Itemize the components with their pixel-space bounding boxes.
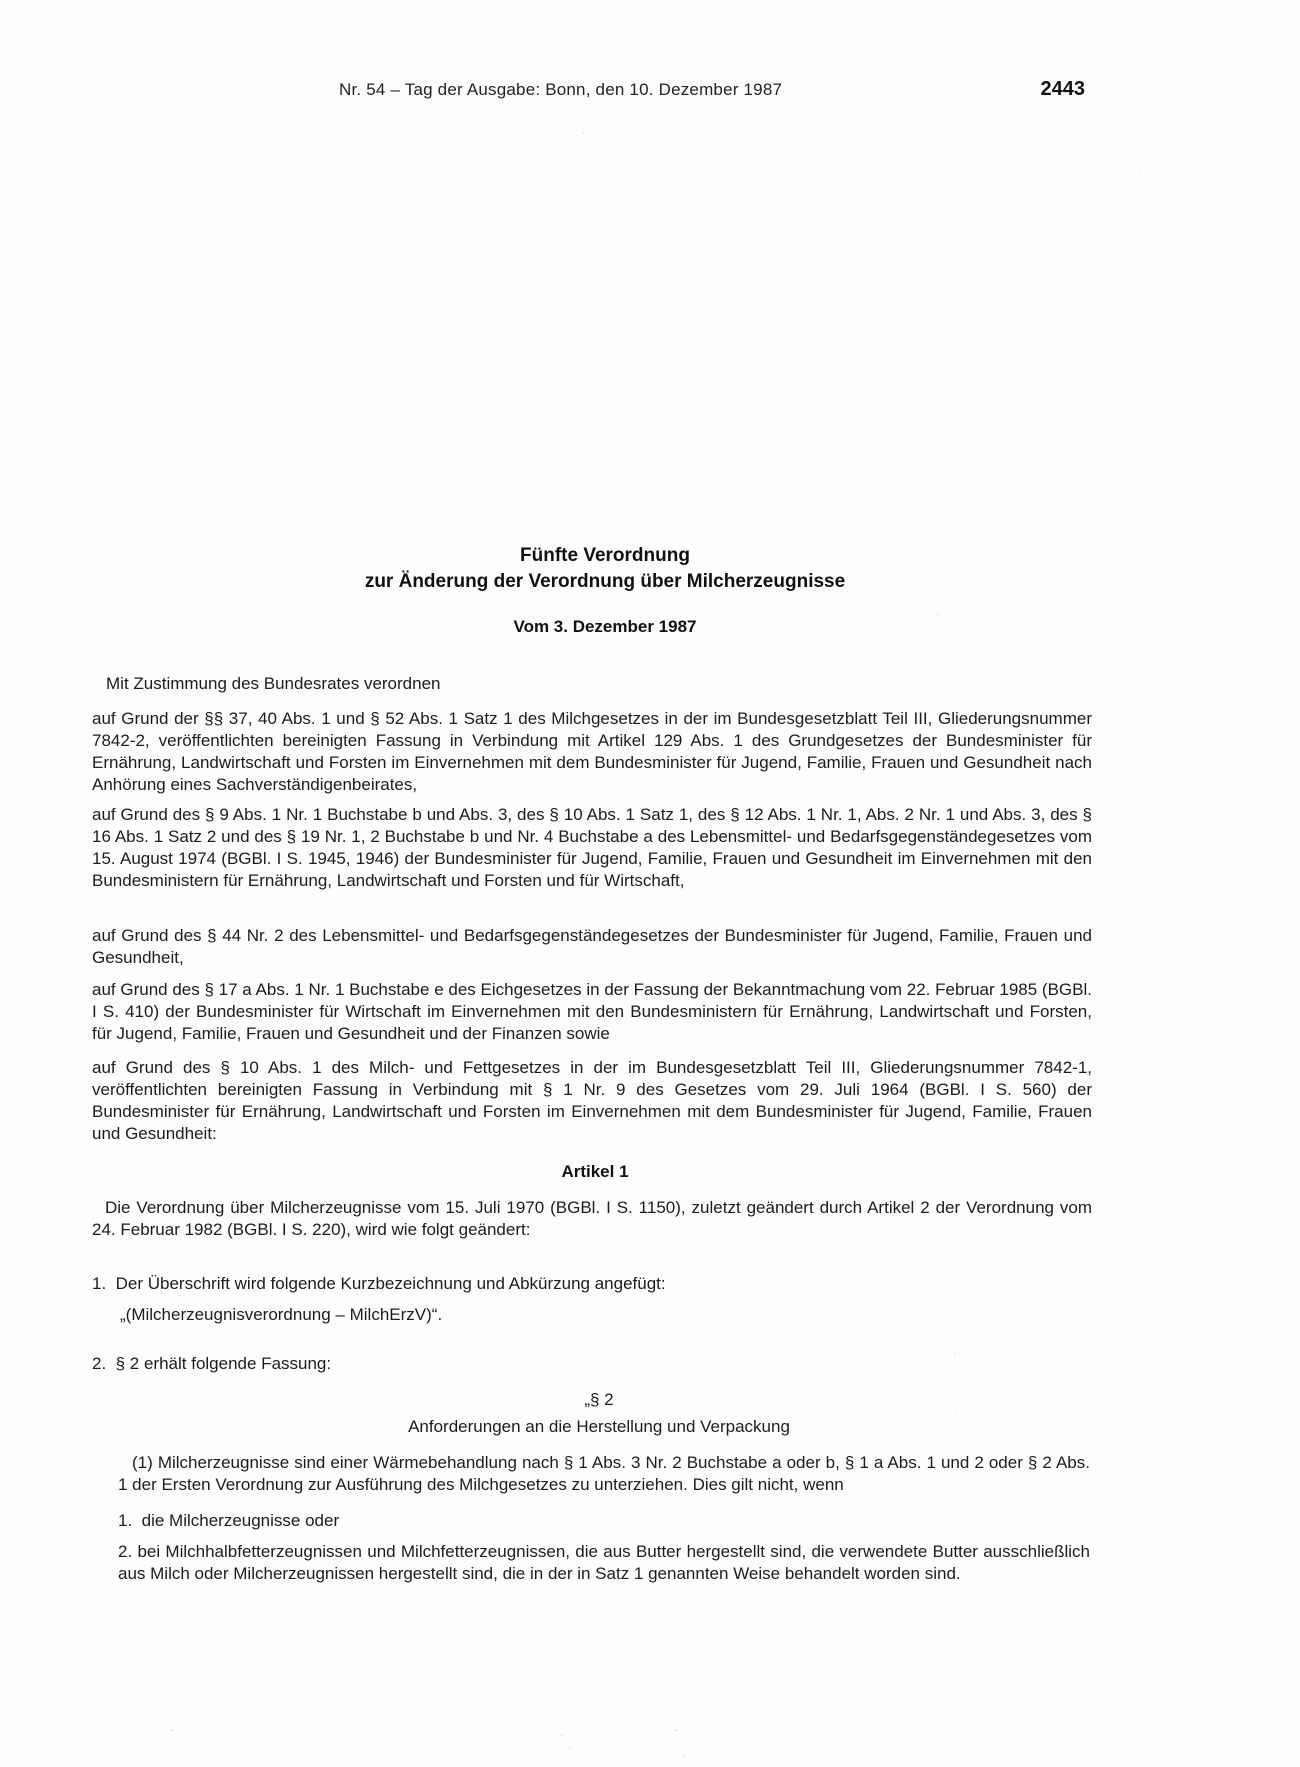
- title-block: [280, 543, 930, 637]
- amendment-item-1: 1. Der Überschrift wird folgende Kurzbezeichnung und Abkürzung angefügt:: [92, 1274, 666, 1293]
- amendment-item-1-quote: „(Milcherzeugnisverordnung – MilchErzV)“.: [120, 1305, 443, 1324]
- section-heading: Anforderungen an die Herstellung und Verpackung: [408, 1417, 790, 1436]
- section-sub-item-2: 2. bei Milchhalbfetterzeugnissen und Milchfetterzeugnissen, die aus Butter hergestellt sind, die verwendete Butter ausschließlich aus Milch oder Milcherzeugnissen hergestellt sind, die in der in Satz 1 genannten Weise behandelt worden sind.: [118, 1542, 1090, 1583]
- page-number: 2443: [1040, 78, 1085, 100]
- section-paragraph-1: (1) Milcherzeugnisse sind einer Wärmebehandlung nach § 1 Abs. 3 Nr. 2 Buchstabe a oder b, § 1 a Abs. 1 und 2 oder § 2 Abs. 1 der Ersten Verordnung zur Ausführung des Milchgesetzes zu unterziehen. Dies gilt nicht, wenn: [118, 1453, 1090, 1494]
- title-line-1: Fünfte Verordnung: [520, 545, 690, 566]
- amendment-item-2: 2. § 2 erhält folgende Fassung:: [92, 1354, 332, 1373]
- title-line-2: zur Änderung der Verordnung über Milcherzeugnisse: [364, 571, 846, 592]
- artikel-heading: Artikel 1: [561, 1162, 629, 1181]
- section-mark: „§ 2: [584, 1390, 614, 1409]
- preamble-paragraph: auf Grund des § 17 a Abs. 1 Nr. 1 Buchstabe e des Eichgesetzes in der Fassung der Bekanntmachung vom 22. Februar 1985 (BGBl. I S. 410) der Bundesminister für Wirtschaft im Einvernehmen mit den Bundesministern für Ernährung, Landwirtschaft und Forsten, für Jugend, Familie, Frauen und Gesundheit und der Finanzen sowie: [92, 980, 1092, 1043]
- artikel-body: Die Verordnung über Milcherzeugnisse vom 15. Juli 1970 (BGBl. I S. 1150), zuletzt geändert durch Artikel 2 der Verordnung vom 24. Februar 1982 (BGBl. I S. 220), wird wie folgt geändert:: [92, 1198, 1092, 1239]
- preamble-paragraph: auf Grund des § 44 Nr. 2 des Lebensmittel- und Bedarfsgegenständegesetzes der Bundesminister für Jugend, Familie, Frauen und Gesundheit,: [92, 926, 1092, 967]
- preamble-paragraph: auf Grund der §§ 37, 40 Abs. 1 und § 52 Abs. 1 Satz 1 des Milchgesetzes in der im Bundesgesetzblatt Teil III, Gliederungsnummer 7842-2, veröffentlichten bereinigten Fassung in Verbindung mit Artikel 129 Abs. 1 des Grundgesetzes der Bundesminister für Ernährung, Landwirtschaft und Forsten im Einvernehmen mit dem Bundesminister für Jugend, Familie, Frauen und Gesundheit nach Anhörung eines Sachverständigenbeirates,: [92, 709, 1092, 794]
- preamble-paragraph: auf Grund des § 10 Abs. 1 des Milch- und Fettgesetzes in der im Bundesgesetzblatt Teil III, Gliederungsnummer 7842-1, veröffentlichten bereinigten Fassung in Verbindung mit § 1 Nr. 9 des Gesetzes vom 29. Juli 1964 (BGBl. I S. 560) der Bundesminister für Ernährung, Landwirtschaft und Forsten im Einvernehmen mit dem Bundesminister für Jugend, Familie, Frauen und Gesundheit:: [92, 1058, 1092, 1143]
- issue-line: Nr. 54 – Tag der Ausgabe: Bonn, den 10. Dezember 1987: [339, 80, 783, 99]
- preamble-intro: Mit Zustimmung des Bundesrates verordnen: [106, 674, 441, 693]
- preamble-paragraph: auf Grund des § 9 Abs. 1 Nr. 1 Buchstabe b und Abs. 3, des § 10 Abs. 1 Satz 1, des § 12 Abs. 1 Nr. 1, Abs. 2 Nr. 1 und Abs. 3, des § 16 Abs. 1 Satz 2 und des § 19 Nr. 1, 2 Buchstabe b und Nr. 4 Buchstabe a des Lebensmittel- und Bedarfsgegenständegesetzes vom 15. August 1974 (BGBl. I S. 1945, 1946) der Bundesminister für Jugend, Familie, Frauen und Gesundheit im Einvernehmen mit den Bundesministern für Ernährung, Landwirtschaft und Forsten und für Wirtschaft,: [92, 805, 1092, 890]
- section-sub-item-1: 1. die Milcherzeugnisse oder: [118, 1511, 340, 1530]
- title-date: Vom 3. Dezember 1987: [513, 617, 697, 636]
